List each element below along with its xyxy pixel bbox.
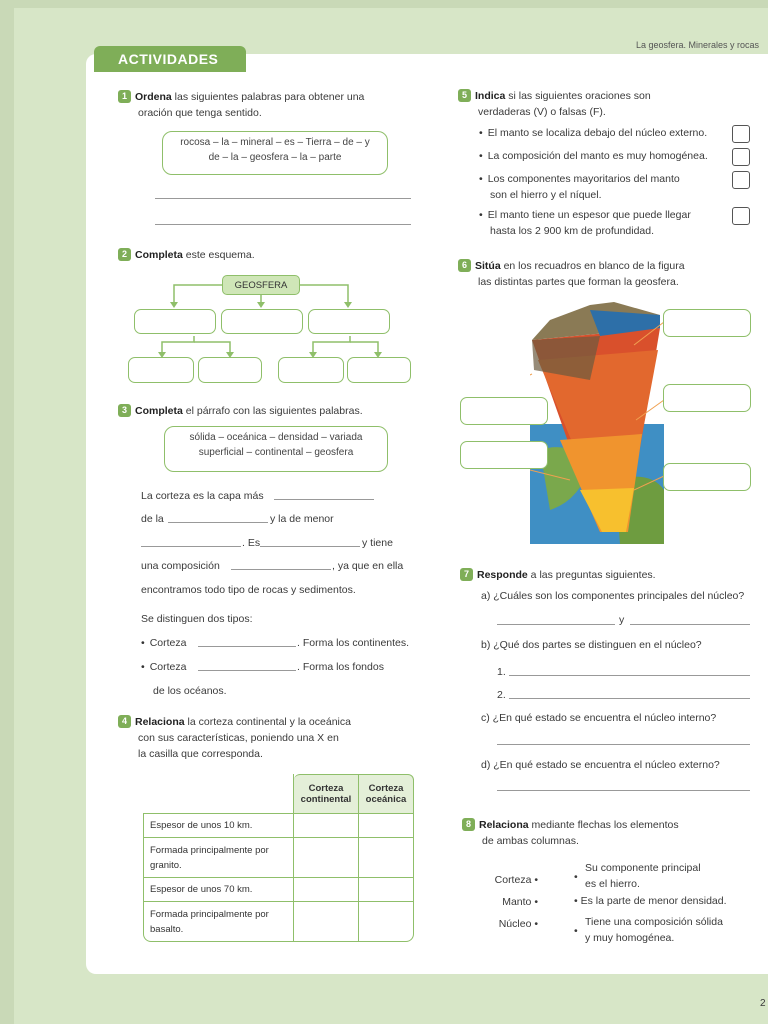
fill-blank[interactable] [198,670,296,671]
paragraph-text: una composición [141,560,220,572]
figure-label-box[interactable] [663,384,751,412]
answer-line[interactable] [497,790,750,791]
paragraph-text: Se distinguen dos tipos: [141,613,253,625]
statement-3: • Los componentes mayoritarios del manto son el hierro y el níquel. [479,171,680,203]
activity-3-instruction: 3 Completa el párrafo con las siguientes palabras. [118,403,363,419]
statement-1: • El manto se localiza debajo del núcleo externo. [479,125,707,141]
paragraph-text: . Es [242,537,261,549]
crust-comparison-table [143,774,414,942]
paragraph-text: . Forma los continentes. [297,637,410,649]
page-number: 2 [760,998,766,1009]
true-false-checkbox[interactable] [732,171,750,189]
table-cell[interactable] [294,902,359,942]
match-right-item[interactable]: • Es la parte de menor densidad. [574,895,727,907]
answer-number: 2. [497,689,506,701]
true-false-checkbox[interactable] [732,148,750,166]
geosphere-cutaway-figure [530,300,666,546]
fill-blank[interactable] [274,499,374,500]
question-d: d) ¿En qué estado se encuentra el núcleo externo? [481,759,720,771]
paragraph-text: . Forma los fondos [297,661,384,673]
column-header-oceanic: Corteza oceánica [359,774,414,814]
match-left-item[interactable]: Núcleo • [498,918,538,930]
word-box-1: rocosa – la – mineral – es – Tierra – de – y de – la – geosfera – la – parte [162,131,388,175]
answer-line[interactable] [155,198,411,199]
answer-line[interactable] [155,224,411,225]
paragraph-text: La corteza es la capa más [141,490,264,502]
paragraph-text: y la de menor [270,513,334,525]
bullet-item: • Corteza [141,659,186,675]
activity-6-instruction: 6 Sitúa en los recuadros en blanco de la figura las distintas partes que forman la geosfera. [458,258,685,290]
match-right-item[interactable]: • Tiene una composición sólida y muy homogénea. [574,916,723,944]
activity-number: 1 [118,90,131,103]
match-right-item[interactable]: • Su componente principal es el hierro. [574,862,701,890]
match-left-item[interactable]: Corteza • [494,874,538,886]
figure-label-box[interactable] [663,463,751,491]
question-c: c) ¿En qué estado se encuentra el núcleo interno? [481,712,717,724]
running-title: La geosfera. Minerales y rocas [636,40,760,50]
table-row-label: Espesor de unos 10 km. [143,814,294,838]
scheme-blank-box[interactable] [128,357,194,383]
answer-line[interactable] [509,698,750,699]
word-box-3: sólida – oceánica – densidad – variada superficial – continental – geosfera [164,426,388,472]
fill-blank[interactable] [198,646,296,647]
table-row-label: Formada principalmente por granito. [143,838,294,878]
figure-label-box[interactable] [460,397,548,425]
answer-line[interactable] [630,624,750,625]
activity-7-instruction: 7 Responde a las preguntas siguientes. [460,567,656,583]
figure-label-box[interactable] [460,441,548,469]
statement-2: • La composición del manto es muy homogénea. [479,148,708,164]
bullet-item: • Corteza [141,635,186,651]
answer-line[interactable] [497,624,615,625]
statement-4: • El manto tiene un espesor que puede llegar hasta los 2 900 km de profundidad. [479,207,691,239]
table-cell[interactable] [294,878,359,902]
scheme-root-geosfera: GEOSFERA [222,275,300,295]
scheme-blank-box[interactable] [134,309,216,334]
table-cell[interactable] [359,878,414,902]
section-tab: ACTIVIDADES [94,46,246,72]
scheme-blank-box[interactable] [278,357,344,383]
answer-line[interactable] [497,744,750,745]
true-false-checkbox[interactable] [732,207,750,225]
answer-line[interactable] [509,675,750,676]
paragraph-text: encontramos todo tipo de rocas y sedimentos. [141,584,356,596]
activity-1-instruction: 1 Ordena las siguientes palabras para obtener una oración que tenga sentido. [118,89,364,121]
fill-blank[interactable] [168,522,268,523]
table-cell[interactable] [359,814,414,838]
paragraph-text: de los océanos. [153,685,227,697]
fill-blank[interactable] [141,546,241,547]
scheme-blank-box[interactable] [221,309,303,334]
paragraph-text: y tiene [362,537,393,549]
activity-5-instruction: 5 Indica si las siguientes oraciones son verdaderas (V) o falsas (F). [458,88,651,120]
question-a: a) ¿Cuáles son los componentes principales del núcleo? [481,590,745,602]
scheme-blank-box[interactable] [308,309,390,334]
paragraph-text: , ya que en ella [332,560,404,572]
column-header-continental: Corteza continental [294,774,359,814]
activity-4-instruction: 4 Relaciona la corteza continental y la oceánica con sus características, poniendo una X en la casilla que corresponda. [118,714,351,762]
activity-8-instruction: 8 Relaciona mediante flechas los elementos de ambas columnas. [462,817,679,849]
match-left-item[interactable]: Manto • [502,896,538,908]
conjunction-text: y [619,614,625,626]
scheme-blank-box[interactable] [347,357,411,383]
true-false-checkbox[interactable] [732,125,750,143]
table-cell[interactable] [294,838,359,878]
table-cell[interactable] [359,902,414,942]
scheme-blank-box[interactable] [198,357,262,383]
activity-2-instruction: 2 Completa este esquema. [118,247,255,263]
table-row-label: Espesor de unos 70 km. [143,878,294,902]
fill-blank[interactable] [231,569,331,570]
question-b: b) ¿Qué dos partes se distinguen en el núcleo? [481,639,702,651]
table-cell[interactable] [359,838,414,878]
figure-label-box[interactable] [663,309,751,337]
paragraph-text: de la [141,513,164,525]
table-cell[interactable] [294,814,359,838]
fill-blank[interactable] [260,546,360,547]
answer-number: 1. [497,666,506,678]
table-row-label: Formada principalmente por basalto. [143,902,294,942]
